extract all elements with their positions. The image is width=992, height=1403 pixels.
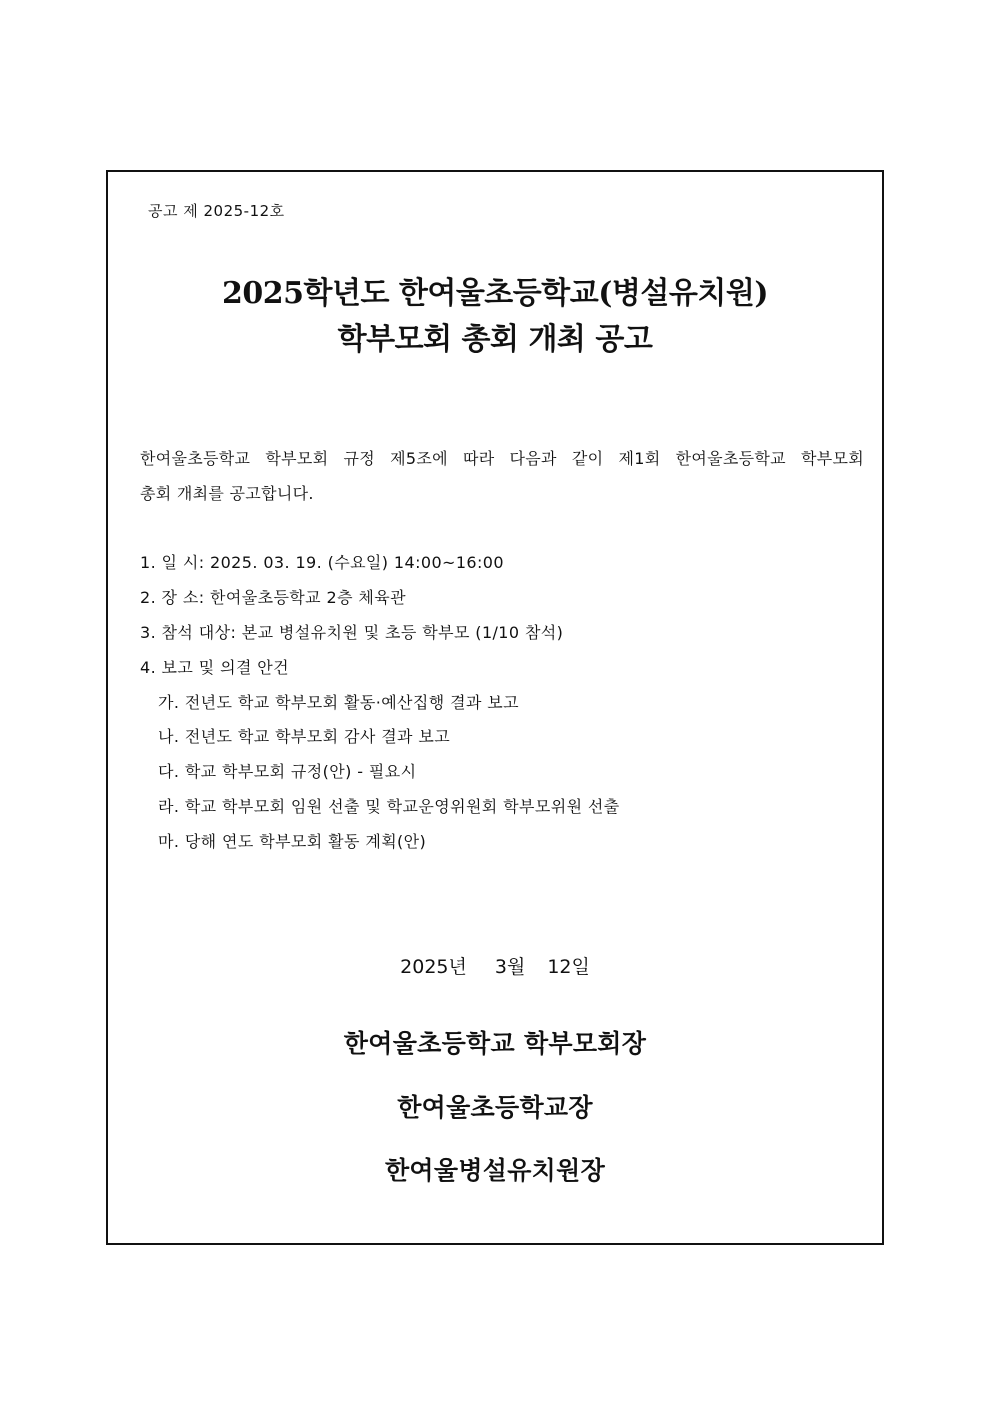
agenda-item-ma: 마. 당해 연도 학부모회 활동 계획(안) bbox=[158, 832, 427, 851]
signatory-kindergarten-director: 한여울병설유치원장 bbox=[384, 1156, 606, 1185]
agenda-item-na: 나. 전년도 학교 학부모회 감사 결과 보고 bbox=[158, 727, 451, 746]
date-month: 3월 bbox=[494, 956, 526, 978]
intro-text-line-1: 한여울초등학교 학부모회 규정 제5조에 따라 다음과 같이 제1회 한여울초등학교 학부모회 bbox=[140, 449, 864, 468]
notice-date bbox=[106, 952, 884, 979]
signatory-school-principal: 한여울초등학교장 bbox=[397, 1093, 593, 1122]
agenda-item-ra: 라. 학교 학부모회 임원 선출 및 학교운영위원회 학부모위원 선출 bbox=[158, 797, 620, 816]
notice-title-line-2: 학부모회 총회 개최 공고 bbox=[337, 322, 653, 357]
agenda-item-da: 다. 학교 학부모회 규정(안) - 필요시 bbox=[158, 762, 417, 781]
notice-number: 공고 제 2025-12호 bbox=[148, 202, 285, 220]
notice-title-line-1: 2025학년도 한여울초등학교(병설유치원) bbox=[221, 276, 769, 311]
date-day: 12일 bbox=[547, 956, 590, 978]
agenda-item-ga: 가. 전년도 학교 학부모회 활동·예산집행 결과 보고 bbox=[158, 693, 520, 712]
item-venue: 2. 장 소: 한여울초등학교 2층 체육관 bbox=[140, 588, 406, 607]
item-attendees: 3. 참석 대상: 본교 병설유치원 및 초등 학부모 (1/10 참석) bbox=[140, 623, 564, 642]
item-agenda-heading: 4. 보고 및 의결 안건 bbox=[140, 658, 290, 677]
item-schedule: 1. 일 시: 2025. 03. 19. (수요일) 14:00~16:00 bbox=[140, 553, 504, 572]
date-year: 2025년 bbox=[400, 956, 467, 978]
intro-text-line-2: 총회 개최를 공고합니다. bbox=[140, 484, 314, 503]
signatory-parents-association-president: 한여울초등학교 학부모회장 bbox=[343, 1029, 647, 1058]
